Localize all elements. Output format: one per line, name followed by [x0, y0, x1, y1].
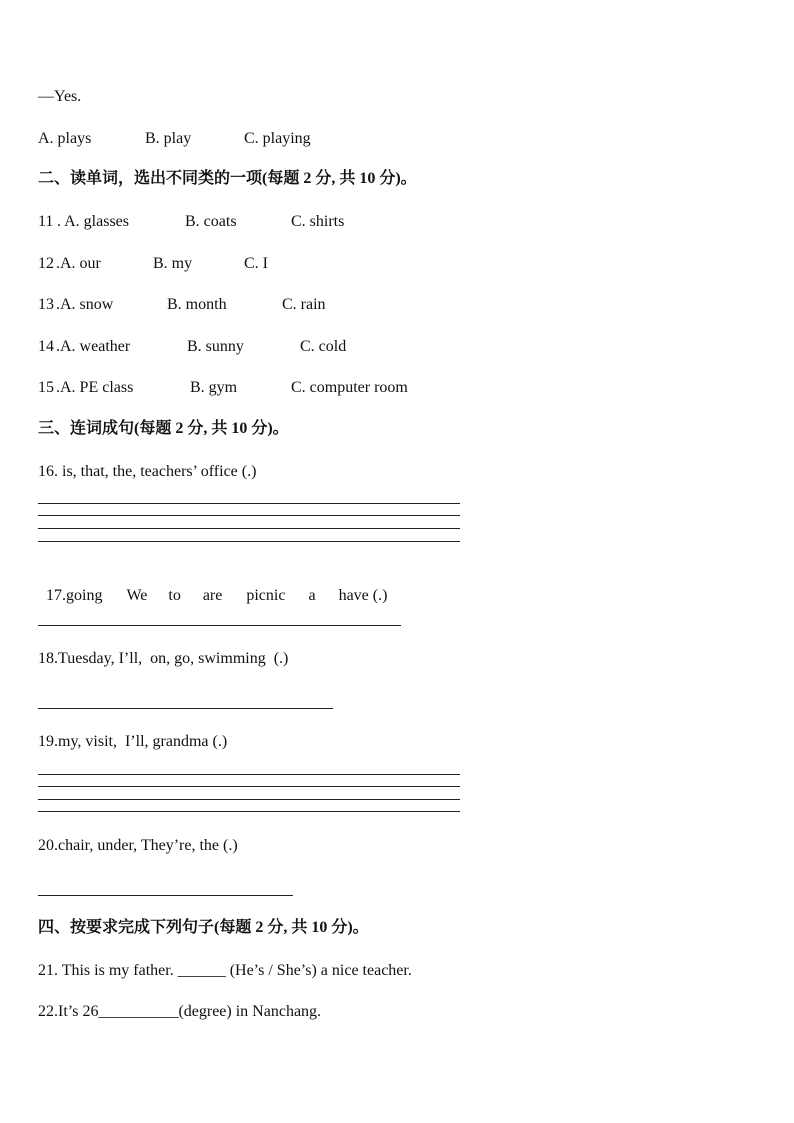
option-b: B. sunny [187, 338, 244, 355]
answer-rule [38, 625, 401, 626]
answer-rule [38, 895, 293, 896]
option-c: C. I [244, 255, 268, 272]
question-21: 21. This is my father. ______ (He’s / She’s) a nice teacher. [38, 962, 412, 979]
question-number: 12 [38, 255, 54, 272]
answer-rule [38, 799, 460, 800]
question-20: 20.chair, under, They’re, the (.) [38, 837, 238, 854]
question-13 [38, 295, 458, 315]
option-c: C. computer room [291, 379, 408, 396]
option-a: .A. weather [56, 338, 131, 355]
option-c: C. cold [300, 338, 347, 355]
answer-line: —Yes. [38, 88, 82, 105]
question-number: 13 [38, 296, 54, 313]
word: to [168, 587, 181, 604]
option-b: B. my [153, 255, 193, 272]
q10-options [38, 129, 438, 149]
word: We [126, 587, 148, 604]
answer-rule [38, 811, 460, 812]
question-12 [38, 254, 458, 274]
option-b: B. coats [185, 213, 237, 230]
word: picnic [246, 587, 286, 604]
question-18: 18.Tuesday, I’ll, on, go, swimming (.) [38, 650, 289, 667]
question-number: 11 [38, 213, 54, 230]
option-a: .A. PE class [56, 379, 134, 396]
question-15 [38, 378, 478, 398]
option-b: B. play [145, 130, 192, 147]
question-14 [38, 337, 458, 357]
option-b: B. gym [190, 379, 238, 396]
option-a: A. plays [38, 130, 92, 147]
answer-rule [38, 503, 460, 504]
option-c: C. shirts [291, 213, 345, 230]
question-16: 16. is, that, the, teachers’ office (.) [38, 463, 257, 480]
word: going [66, 587, 103, 604]
question-17 [38, 566, 387, 606]
option-c: C. rain [282, 296, 326, 313]
option-a: . A. glasses [57, 213, 129, 230]
section2-heading: 二、读单词，选出不同类的一项(每题 2 分, 共 10 分)。 [38, 170, 417, 187]
question-11 [38, 212, 458, 232]
question-number: 14 [38, 338, 54, 355]
answer-rule [38, 528, 460, 529]
answer-rule [38, 541, 460, 542]
option-b: B. month [167, 296, 227, 313]
answer-rule [38, 774, 460, 775]
section4-heading: 四、按要求完成下列句子(每题 2 分, 共 10 分)。 [38, 919, 369, 936]
question-22: 22.It’s 26__________(degree) in Nanchang. [38, 1003, 322, 1020]
question-number: 17. [46, 587, 66, 604]
option-a: .A. our [56, 255, 101, 272]
answer-rule [38, 786, 460, 787]
question-number: 15 [38, 379, 54, 396]
option-c: C. playing [244, 130, 311, 147]
answer-rule [38, 515, 460, 516]
word: have (.) [338, 587, 388, 604]
answer-rule [38, 708, 333, 709]
option-a: .A. snow [56, 296, 114, 313]
word: a [308, 587, 316, 604]
word: are [202, 587, 223, 604]
question-19: 19.my, visit, I’ll, grandma (.) [38, 733, 228, 750]
section3-heading: 三、连词成句(每题 2 分, 共 10 分)。 [38, 420, 289, 437]
